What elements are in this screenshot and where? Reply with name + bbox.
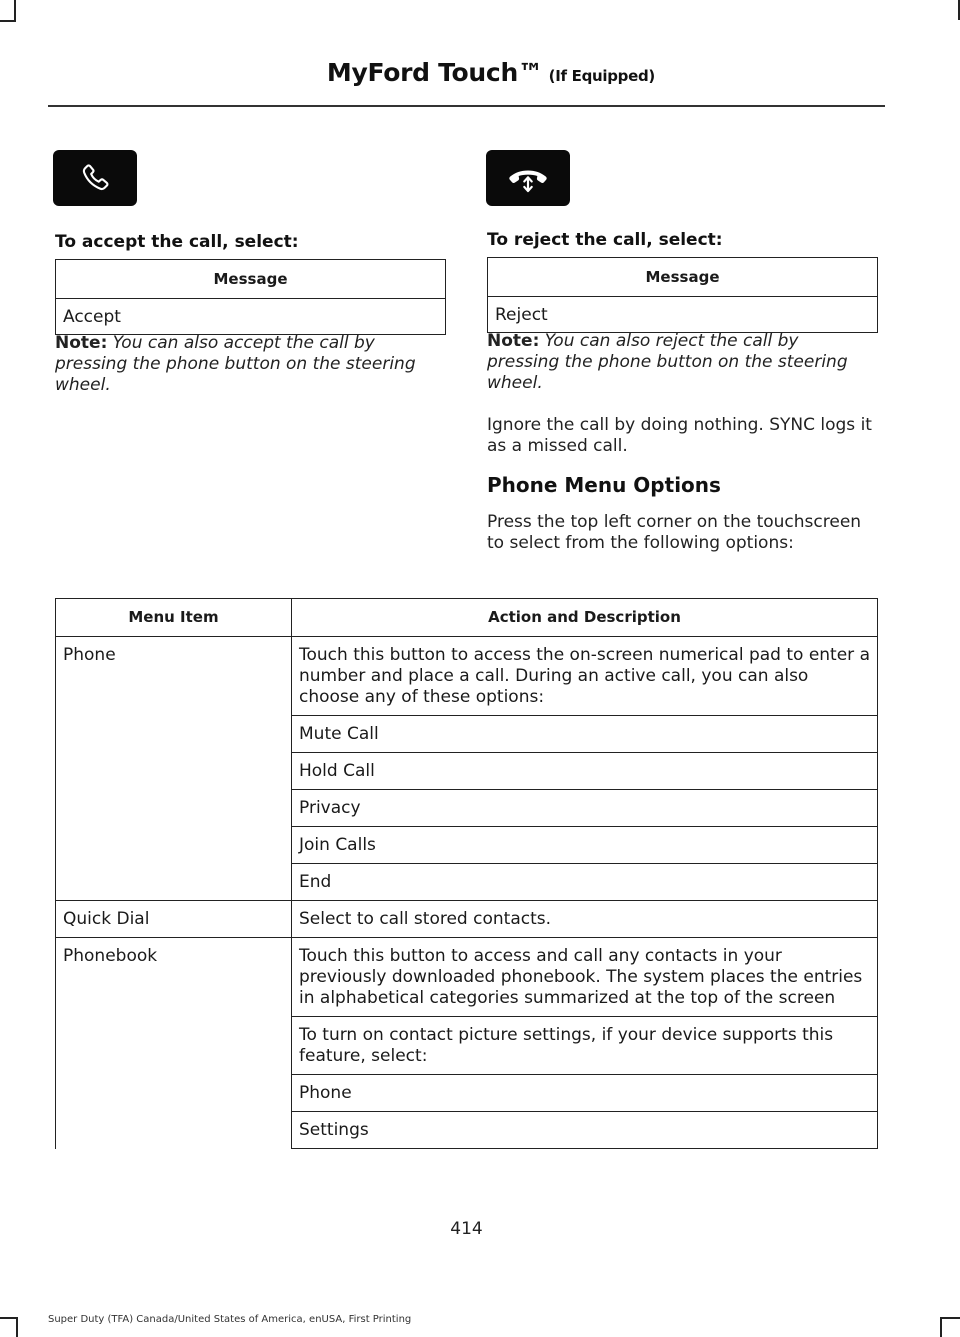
description-cell: Phone <box>292 1075 878 1112</box>
header-subtitle: (If Equipped) <box>548 67 655 85</box>
crop-mark <box>940 1317 960 1319</box>
accept-message-table <box>55 259 446 335</box>
table-row <box>56 790 878 827</box>
phone-accept-icon <box>53 150 137 206</box>
description-cell: Touch this button to access the on-screen numerical pad to enter a number and place a call. During an active call, you can also choose any of these options: <box>292 637 878 716</box>
description-cell: Settings <box>292 1112 878 1149</box>
page-header <box>327 58 655 87</box>
menu-item-cell <box>56 864 292 901</box>
ignore-paragraph: Ignore the call by doing nothing. SYNC logs it as a missed call. <box>487 415 872 456</box>
table-row <box>56 753 878 790</box>
description-cell: Privacy <box>292 790 878 827</box>
header-rule <box>48 105 885 107</box>
menu-item-cell <box>56 1112 292 1149</box>
description-cell: Mute Call <box>292 716 878 753</box>
note-label: Note: <box>487 331 540 351</box>
table-cell: Reject <box>488 297 878 333</box>
table-row <box>56 1112 878 1149</box>
reject-heading: To reject the call, select: <box>487 230 723 250</box>
table-row <box>56 1075 878 1112</box>
menu-item-cell <box>56 753 292 790</box>
table-row <box>56 716 878 753</box>
description-cell: End <box>292 864 878 901</box>
section-title: Phone Menu Options <box>487 473 721 497</box>
table-cell: Accept <box>56 299 446 335</box>
accept-note <box>55 333 445 396</box>
note-text: You can also reject the call by pressing the phone button on the steering wheel. <box>487 331 848 393</box>
description-cell: To turn on contact picture settings, if your device supports this feature, select: <box>292 1017 878 1075</box>
table-row <box>56 1017 878 1075</box>
crop-mark <box>16 1317 18 1337</box>
menu-item-cell <box>56 790 292 827</box>
table-row <box>56 901 878 938</box>
menu-item-cell: Quick Dial <box>56 901 292 938</box>
menu-item-cell: Phone <box>56 637 292 716</box>
reject-message-table <box>487 257 878 333</box>
menu-options-table <box>55 598 878 1149</box>
note-text: You can also accept the call by pressing the phone button on the steering wheel. <box>55 333 416 395</box>
menu-item-cell <box>56 1017 292 1075</box>
table-row <box>56 827 878 864</box>
table-header: Menu Item <box>56 599 292 637</box>
table-row <box>56 864 878 901</box>
description-cell: Select to call stored contacts. <box>292 901 878 938</box>
footer-text: Super Duty (TFA) Canada/United States of America, enUSA, First Printing <box>48 1314 412 1325</box>
menu-item-cell <box>56 716 292 753</box>
reject-note <box>487 331 872 394</box>
table-row <box>56 938 878 1017</box>
table-header: Message <box>488 258 878 297</box>
description-cell: Touch this button to access and call any contacts in your previously downloaded phonebook. The system places the entries in alphabetical categories summarized at the top of the screen <box>292 938 878 1017</box>
phone-menu-intro: Press the top left corner on the touchscreen to select from the following options: <box>487 512 862 553</box>
note-label: Note: <box>55 333 108 353</box>
table-header: Action and Description <box>292 599 878 637</box>
crop-mark <box>0 20 16 22</box>
crop-mark <box>14 0 16 20</box>
header-title: MyFord Touch™ <box>326 58 543 87</box>
menu-item-cell: Phonebook <box>56 938 292 1017</box>
description-cell: Hold Call <box>292 753 878 790</box>
description-cell: Join Calls <box>292 827 878 864</box>
phone-reject-icon <box>486 150 570 206</box>
page-number: 414 <box>450 1219 483 1239</box>
menu-item-cell <box>56 827 292 864</box>
crop-mark <box>940 1317 942 1337</box>
table-header: Message <box>56 260 446 299</box>
accept-heading: To accept the call, select: <box>55 232 299 252</box>
menu-item-cell <box>56 1075 292 1112</box>
table-row <box>56 637 878 716</box>
